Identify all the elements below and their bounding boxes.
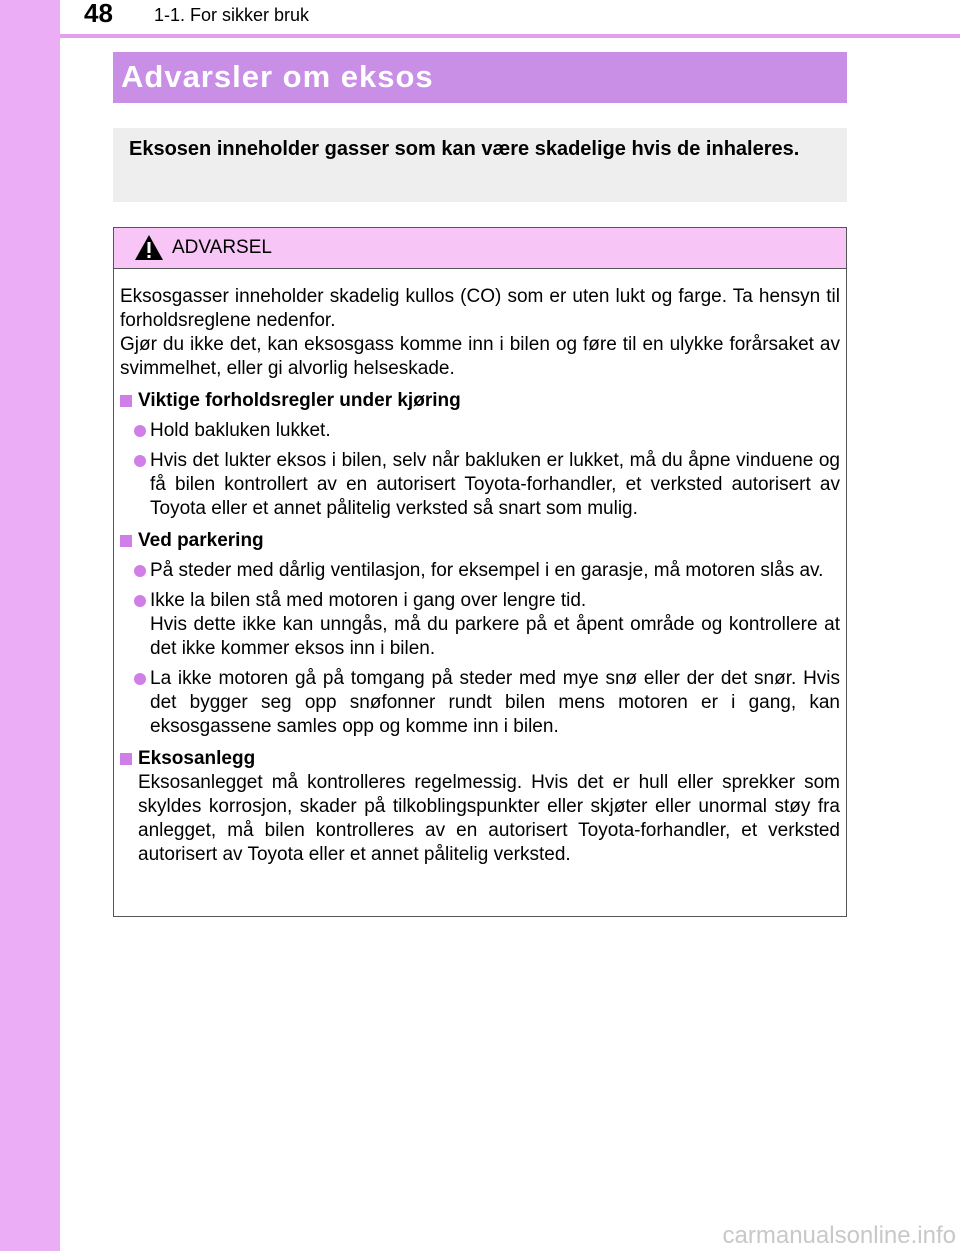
warning-triangle-icon [134,234,164,261]
watermark: carmanualsonline.info [722,1222,956,1249]
section-title: Advarsler om eksos [121,59,434,94]
list-item-text: Hvis det lukter eksos i bilen, selv når bakluken er lukket, må du åpne vinduene og få bilen kontrollert av en autorisert Toyota-forhandler, et verksted autorisert av Toyota eller et annet pålitelig verksted så snart som mulig. [150,450,840,519]
page-number: 48 [84,0,113,28]
section-title-bar [113,52,847,103]
intro-text: Eksosen inneholder gasser som kan være skadelige hvis de inhaleres. [129,138,800,160]
header-rule [60,34,960,38]
round-bullet-icon [134,565,146,577]
subhead-label: Viktige forholdsregler under kjøring [138,390,461,411]
warning-intro-2: Gjør du ikke det, kan eksosgass komme inn i bilen og føre til en ulykke forårsaket av svimmelhet, eller gi alvorlig helseskade. [120,334,840,379]
list-item-text [150,589,840,661]
subhead-label: Eksosanlegg [138,748,256,769]
side-color-band [0,0,60,1251]
running-head: 1-1. For sikker bruk [154,5,310,25]
square-bullet-icon [120,535,132,547]
exhaust-system-text: Eksosanlegget må kontrolleres regelmessig. Hvis det er hull eller sprekker som skyldes korrosjon, skader på tilkoblingspunkter eller skjøter eller unormal støy fra anlegget, må bilen kontrolleres av en autorisert Toyota-forhandler, et verksted autorisert av Toyota eller et annet pålitelig verksted. [138,772,840,865]
round-bullet-icon [134,595,146,607]
square-bullet-icon [120,753,132,765]
list-item-continuation: Hvis dette ikke kan unngås, må du parkere på et åpent område og kontrollere at det ikke kommer eksos inn i bilen. [150,614,840,659]
list-item [120,449,840,521]
list-item [120,419,840,443]
round-bullet-icon [134,425,146,437]
list-item-text [150,667,840,739]
list-item-text: Hold bakluken lukket. [150,420,331,441]
list-item-continuation: Hvis det bygger seg opp snøfonner rundt bilen mens motoren er i gang, kan eksosgassene samles opp og komme inn i bilen. [150,668,841,737]
list-item-line: La ikke motoren gå på tomgang på steder med mye snø eller der det snør. [150,668,797,689]
intro-box [113,128,847,202]
subhead-exhaust-system [120,747,840,771]
warning-label: ADVARSEL [172,237,272,258]
subhead-label: Ved parkering [138,530,264,551]
warning-header [114,228,846,269]
subhead-driving [120,389,840,413]
square-bullet-icon [120,395,132,407]
list-item [120,667,840,739]
warning-body [114,269,846,867]
subhead-parking [120,529,840,553]
warning-intro-1: Eksosgasser inneholder skadelig kullos (CO) som er uten lukt og farge. Ta hensyn til forholdsreglene nedenfor. [120,286,840,331]
list-item [120,589,840,661]
round-bullet-icon [134,673,146,685]
round-bullet-icon [134,455,146,467]
list-item [120,559,840,583]
list-item-text: På steder med dårlig ventilasjon, for eksempel i en garasje, må motoren slås av. [150,560,824,581]
list-item-line: Ikke la bilen stå med motoren i gang over lengre tid. [150,590,587,611]
warning-box [113,227,847,917]
